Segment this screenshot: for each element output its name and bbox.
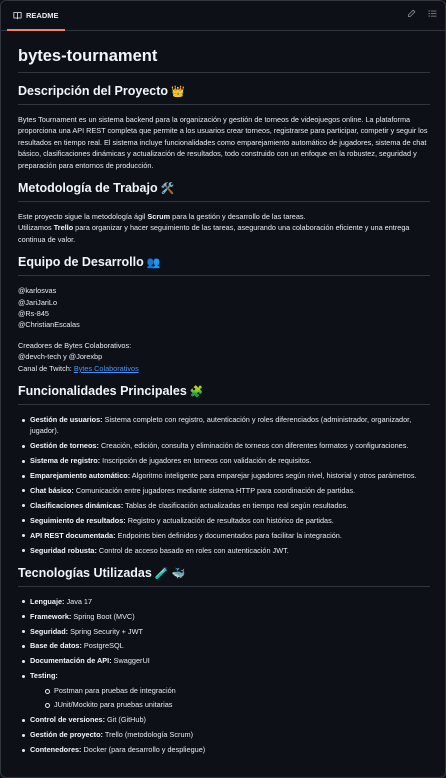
list-item: API REST documentada: Endpoints bien definidos y documentados para facilitar la integración.: [18, 530, 430, 541]
people-icon: 👥: [146, 257, 161, 270]
list-item: Documentación de API: SwaggerUI: [18, 655, 430, 666]
section-funcionalidades: [18, 383, 430, 556]
list-item: Seguimiento de resultados: Registro y actualización de resultados con histórico de partidas.: [18, 515, 430, 526]
list-item: Postman para pruebas de integración: [30, 685, 430, 696]
list-item: Contenedores: Docker (para desarrollo y despliegue): [18, 744, 430, 755]
list-item: Sistema de registro: Inscripción de jugadores en torneos con validación de requisitos.: [18, 455, 430, 466]
testing-sublist: [30, 685, 430, 711]
list-item: Testing: Postman para pruebas de integración JUnit/Mockito para pruebas unitarias: [18, 670, 430, 710]
descripcion-text: Bytes Tournament es un sistema backend para la organización y gestión de torneos de videojuegos online. La plataforma proporciona una API REST completa que permite a los usuarios crear torneos, registrarse para participar, competir y seguir los resultados en tiempo real. El sistema incluye funcionalidades como emparejamiento automático de jugadores, sistema de chat básico, clasificaciones dinámicas y actualización de resultados, todo construido con un enfoque en la robustez, seguridad y preparación para entornos de producción.: [18, 115, 428, 170]
heading-metodologia: Metodología de Trabajo 🛠️: [18, 180, 430, 202]
list-item: Seguridad: Spring Security + JWT: [18, 626, 430, 637]
tab-readme-label: README: [26, 10, 59, 20]
section-metodologia: [18, 180, 430, 245]
team-member: @Rs-845: [18, 309, 49, 319]
heading-tecnologias: Tecnologías Utilizadas 🧪 🐳: [18, 565, 430, 587]
list-item: Gestión de usuarios: Sistema completo con registro, autenticación y roles diferenciados (administrador, organizador, jugador).: [18, 414, 430, 437]
list-item: Lenguaje: Java 17: [18, 596, 430, 607]
team-member: @karlosvas: [18, 286, 57, 296]
features-list: [18, 414, 430, 556]
readme-tabbar: [1, 1, 445, 31]
test-tube-docker-icon: 🧪 🐳: [154, 567, 186, 580]
list-item: Emparejamiento automático: Algoritmo inteligente para emparejar jugadores según nivel, historial y otros parámetros.: [18, 470, 430, 481]
heading-funcionalidades: Funcionalidades Principales 🧩: [18, 383, 430, 405]
twitch-label: Canal de Twitch:: [18, 363, 74, 373]
twitch-link[interactable]: Bytes Colaborativos: [73, 363, 139, 373]
team-member: @ChristianEscalas: [18, 320, 80, 330]
creators-label: Creadores de Bytes Colaborativos:: [18, 340, 132, 350]
list-item: Control de versiones: Git (GitHub): [18, 714, 430, 725]
tools-icon: 🛠️: [160, 183, 175, 196]
team-members: [18, 285, 430, 331]
tech-list: [18, 596, 430, 756]
list-item: Base de datos: PostgreSQL: [18, 640, 430, 651]
list-item: Clasificaciones dinámicas: Tablas de clasificación actualizadas en tiempo real según resultados.: [18, 500, 430, 511]
readme-content: [1, 32, 446, 764]
list-item: Gestión de proyecto: Trello (metodología Scrum): [18, 729, 430, 740]
crown-icon: 👑: [171, 86, 185, 98]
team-member: @JariJariLo: [18, 297, 58, 307]
list-item: Gestión de torneos: Creación, edición, consulta y eliminación de torneos con diferentes formatos y configuraciones.: [18, 440, 430, 451]
metodologia-text: Este proyecto sigue la metodología ágil Scrum para la gestión y desarrollo de las tareas. Utilizamos Trello para organizar y hacer seguimiento de las tareas, asegurando una colaboración eficiente y una entrega continua de valor.: [18, 212, 410, 244]
section-descripcion: [18, 83, 430, 171]
heading-equipo: Equipo de Desarrollo 👥: [18, 254, 430, 276]
tab-readme[interactable]: [7, 1, 65, 31]
pencil-icon[interactable]: [407, 9, 416, 18]
creators-names: @devch-tech y @Jorexbp: [18, 352, 103, 362]
list-item: Framework: Spring Boot (MVC): [18, 611, 430, 622]
list-item: Seguridad robusta: Control de acceso basado en roles con autenticación JWT.: [18, 545, 430, 556]
book-icon: [13, 11, 22, 20]
page-title: bytes-tournament: [18, 32, 430, 73]
section-equipo: [18, 254, 430, 374]
list-item: Chat básico: Comunicación entre jugadores mediante sistema HTTP para coordinación de partidas.: [18, 485, 430, 496]
puzzle-icon: 🧩: [189, 386, 204, 399]
list-icon[interactable]: [428, 9, 437, 18]
section-tecnologias: [18, 565, 430, 756]
list-item: JUnit/Mockito para pruebas unitarias: [30, 699, 430, 710]
heading-descripcion: Descripción del Proyecto 👑: [18, 83, 430, 105]
creators-block: [18, 340, 430, 374]
